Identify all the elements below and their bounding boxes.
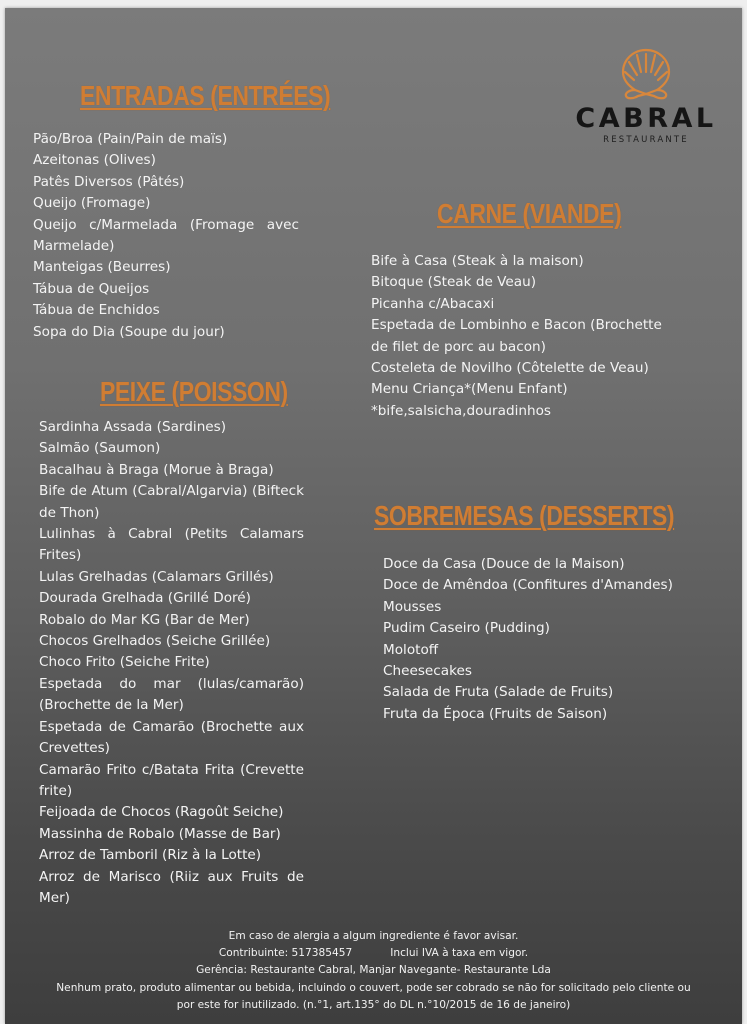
menu-item: Massinha de Robalo (Masse de Bar) (39, 825, 281, 842)
section-heading-entradas: ENTRADAS (ENTRÉES) (80, 80, 331, 111)
menu-item: Menu Criança*(Menu Enfant) (371, 381, 568, 398)
menu-item: Pudim Caseiro (Pudding) (383, 620, 550, 637)
allergy-notice: Em caso de alergia a algum ingrediente é favor avisar. (228, 930, 519, 942)
menu-item: Bitoque (Steak de Veau) (371, 274, 536, 291)
vat-notice: Inclui IVA à taxa em vigor. (390, 947, 529, 960)
legal-notice-line-2: por este for inutilizado. (n.°1, art.135° do DL n.°10/2015 de 16 de janeiro) (176, 998, 571, 1011)
menu-item: Espetada de Camarão (Brochette aux Crevettes) (39, 718, 304, 757)
menu-item: Salmão (Saumon) (39, 440, 161, 457)
menu-item: Dourada Grelhada (Grillé Doré) (39, 590, 251, 607)
menu-item: Espetada de Lombinho e Bacon (Brochette de filet de porc au bacon) (371, 317, 662, 355)
menu-item: Arroz de Marisco (Riiz aux Fruits de Mer) (39, 868, 304, 906)
tax-info-line (5, 945, 742, 962)
menu-item: Tábua de Enchidos (33, 302, 160, 319)
menu-item: Cheesecakes (383, 663, 472, 680)
menu-item: Tábua de Queijos (33, 280, 150, 297)
section-heading-peixe: PEIXE (POISSON) (100, 376, 288, 407)
menu-item: Choco Frito (Seiche Frite) (39, 654, 210, 671)
peixe-list (39, 417, 304, 909)
menu-item: Molotoff (383, 641, 439, 658)
menu-item: Salada de Fruta (Salade de Fruits) (383, 684, 614, 701)
menu-item: Chocos Grelhados (Seiche Grillée) (39, 633, 271, 650)
carne-list (371, 251, 671, 422)
menu-item: Lulinhas à Cabral (Petits Calamars Frites) (39, 526, 304, 564)
menu-item: Mousses (383, 598, 442, 615)
menu-item: Picanha c/Abacaxi (371, 295, 495, 312)
scallop-shell-icon (615, 46, 677, 102)
menu-item: Robalo do Mar KG (Bar de Mer) (39, 611, 250, 628)
taxpayer-number: Contribuinte: 517385457 (218, 947, 353, 960)
menu-item: Espetada do mar (lulas/camarão) (Brochette de la Mer) (39, 675, 304, 714)
restaurant-logo (570, 46, 722, 156)
legal-notice-line-1: Nenhum prato, produto alimentar ou bebida, incluindo o couvert, pode ser cobrado se não for solicitado pelo cliente ou (56, 981, 691, 994)
menu-item: Doce da Casa (Douce de la Maison) (383, 556, 625, 572)
menu-item: Queijo (Fromage) (33, 195, 151, 212)
menu-item: Bife à Casa (Steak à la maison) (371, 253, 584, 269)
menu-item: Azeitonas (Olives) (33, 152, 156, 169)
menu-item: Sopa do Dia (Soupe du jour) (33, 323, 225, 340)
management-info: Gerência: Restaurante Cabral, Manjar Navegante- Restaurante Lda (196, 964, 551, 977)
menu-item: Feijoada de Chocos (Ragoût Seiche) (39, 804, 284, 821)
entradas-list (33, 129, 299, 343)
legal-footer (5, 928, 742, 1014)
menu-item: Fruta da Época (Fruits de Saison) (383, 705, 608, 722)
menu-page (5, 8, 742, 1024)
menu-item: Bacalhau à Braga (Morue à Braga) (39, 461, 274, 478)
menu-item: Patês Diversos (Pâtés) (33, 173, 185, 190)
brand-subtitle: RESTAURANTE (603, 135, 689, 145)
menu-item: *bife,salsicha,douradinhos (371, 402, 551, 419)
menu-item: Camarão Frito c/Batata Frita (Crevette frite) (39, 761, 304, 799)
menu-item: Costeleta de Novilho (Côtelette de Veau) (371, 360, 649, 377)
menu-item: Doce de Amêndoa (Confitures d'Amandes) (383, 577, 673, 594)
section-heading-sobremesas: SOBREMESAS (DESSERTS) (374, 500, 675, 531)
menu-item: Lulas Grelhadas (Calamars Grillés) (39, 568, 274, 585)
menu-item: Bife de Atum (Cabral/Algarvia) (Bifteck de Thon) (39, 483, 304, 521)
menu-item: Manteigas (Beurres) (33, 259, 171, 276)
menu-item: Sardinha Assada (Sardines) (39, 419, 227, 435)
menu-item: Pão/Broa (Pain/Pain de maïs) (33, 131, 228, 147)
section-heading-carne: CARNE (VIANDE) (437, 198, 622, 229)
menu-item: Queijo c/Marmelada (Fromage avec Marmelade) (33, 216, 299, 255)
brand-name: CABRAL (575, 103, 717, 134)
menu-item: Arroz de Tamboril (Riz à la Lotte) (39, 847, 262, 864)
sobremesas-list (383, 554, 703, 725)
